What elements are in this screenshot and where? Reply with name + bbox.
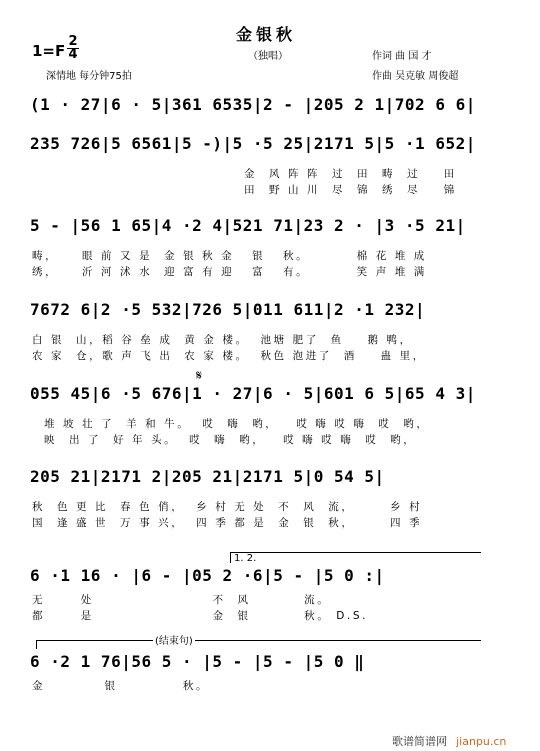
score-system-1 (0, 95, 540, 135)
ending-label: (结束句) (153, 632, 195, 647)
score-system-4 (0, 300, 540, 360)
score-system-8 (0, 636, 540, 702)
score-system-6 (0, 467, 540, 527)
notation-line: 205 21|2171 2|205 21|2171 5|0 54 5| (30, 467, 385, 486)
lyric-verse-1: 白 银 山，稻 谷 垒 成 黄 金 楼。 池塘 肥了 鱼 鹅 鸭， (32, 334, 413, 346)
lyric-verse-1: 金 风 阵 阵 过 田 畴 过 田 (244, 168, 457, 180)
notation-line: 235 726|5 6561|5 -)|5 ·5 25|2171 5|5 ·1 652| (30, 134, 476, 153)
notation-line: 7672 6|2 ·5 532|726 5|011 611|2 ·1 232| (30, 300, 426, 319)
composer-credit: 作曲 吴克敏 周俊超 (372, 71, 459, 82)
watermark-url: jianpu.cn (456, 735, 507, 748)
lyric-verse-2: 国 逢 盛 世 万 事 兴， 四 季 都 是 金 银 秋， 四 季 (32, 517, 423, 529)
lyric-verse-2: 农 家 仓，歌 声 飞 出 农 家 楼。 秋色 泡进了 酒 蛊 里， (32, 350, 426, 362)
watermark (392, 730, 506, 749)
lyric-verse-1: 无 处 不 风 流。 (32, 594, 331, 606)
tempo-marking: 深情地 每分钟75拍 (46, 71, 132, 82)
score-system-7 (0, 553, 540, 626)
time-signature (67, 36, 79, 61)
watermark-name: 歌谱简谱网 (392, 735, 447, 748)
lyric-verse-2: 都 是 金 银 秋。 D.S. (32, 610, 369, 622)
volta-label: 1. 2. (234, 553, 257, 564)
notation-line: 5 - |56 1 65|4 ·2 4|521 71|23 2 · |3 ·5 21| (30, 216, 466, 235)
notation-line: 6 ·1 16 · |6 - |05 2 ·6|5 - |5 0 :| (30, 566, 385, 585)
lyric-verse-2: 田 野 山 川 尽 锦 绣 尽 锦 (244, 184, 457, 196)
notation-line: (1 · 27|6 · 5|361 6535|2 - |205 2 1|702 6 6| (30, 95, 476, 114)
score-system-3 (0, 216, 540, 276)
segno-sign: 𝄋 (196, 368, 203, 384)
lyric-verse-1: 畴， 眼 前 又 是 金 银 秋 金 银 秋。 棉 花 堆 成 (32, 250, 427, 262)
score-system-2 (0, 134, 540, 194)
volta-bracket (230, 552, 481, 563)
song-subtitle: （独唱） (248, 51, 288, 62)
notation-line: 6 ·2 1 76|56 5 · |5 - |5 - |5 0 ‖ (30, 652, 365, 671)
time-signature-top: 2 (68, 34, 78, 49)
song-title: 金银秋 (236, 25, 297, 44)
lyric-verse-2: 绣， 沂 河 沭 水 迎 富 有 迎 富 有。 笑 声 堆 满 (32, 266, 427, 278)
lyricist-credit: 作词 曲 国 才 (372, 51, 432, 62)
lyric-verse-1: 堆 坡 壮 了 羊 和 牛。 哎 嗨 哟， 哎 嗨 哎 嗨 哎 哟， (44, 418, 430, 430)
lyric-verse-2: 映 出 了 好 年 头。 哎 嗨 哟， 哎 嗨 哎 嗨 哎 哟， (44, 434, 417, 446)
score-system-5 (0, 368, 540, 446)
ending-bracket (36, 636, 481, 649)
notation-line: 055 45|6 ·5 676|1 · 27|6 · 5|601 6 5|65 4 3| (30, 384, 476, 403)
key-signature: 1=F (32, 42, 66, 60)
lyric-verse-1: 金 银 秋。 (32, 680, 210, 692)
lyric-verse-1: 秋 色 更 比 春 色 俏， 乡 村 无 处 不 风 流， 乡 村 (32, 501, 423, 513)
time-signature-bottom: 4 (68, 47, 78, 62)
